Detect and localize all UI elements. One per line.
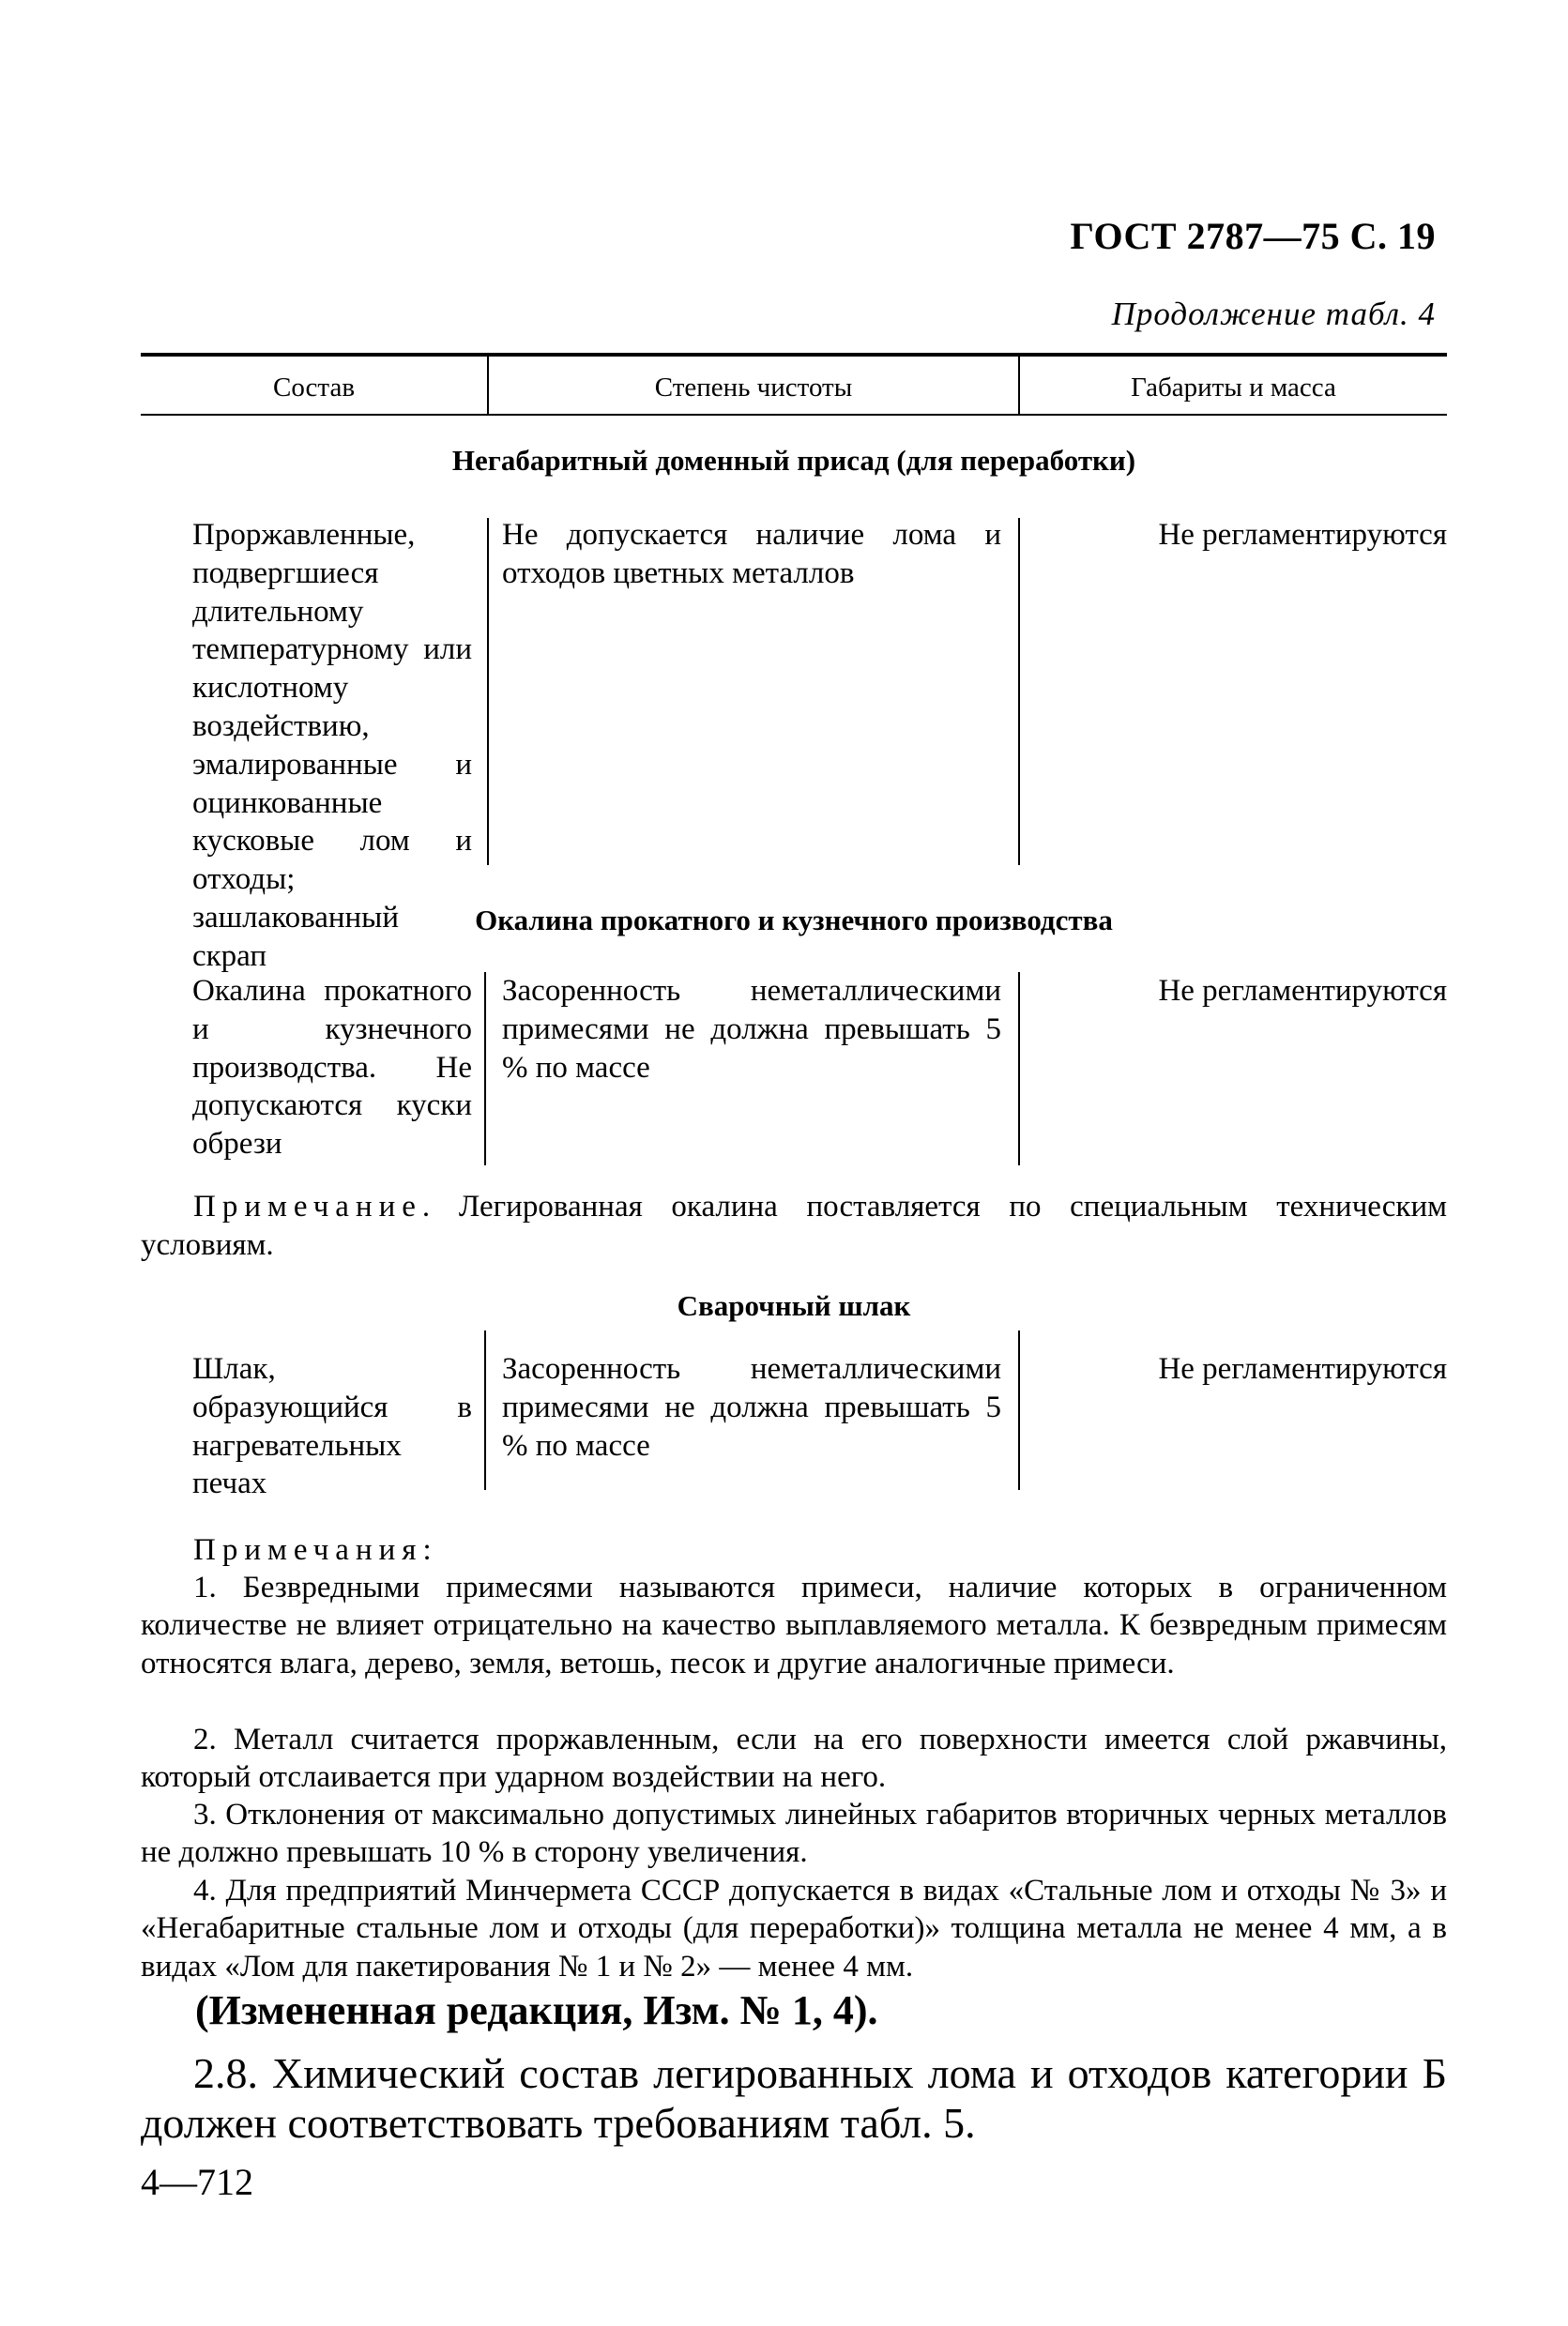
table-top-rule [141,353,1447,357]
document-code: ГОСТ 2787—75 С. 19 [1070,215,1436,257]
composition-cell: Шлак, образующийся в нагревательных печах [192,1352,472,1501]
dimensions-cell: Не регламентируются [1158,518,1447,552]
table-continuation-caption: Продолжение табл. 4 [1111,296,1436,332]
dimensions-cell: Не регламентируются [1158,1352,1447,1386]
section-note [141,1188,1447,1265]
composition-cell: Окалина прокатного и кузнечного производства. Не допускаются куски обрези [192,974,472,1162]
note-text: . Легированная окалина поставляется по специальным техническим условиям. [141,1190,1447,1262]
section-title: Сварочный шлак [677,1289,911,1322]
column-header-composition: Состав [272,372,356,403]
note-label: Примечание [193,1190,422,1224]
page-code: 4—712 [141,2161,253,2203]
row-divider-1 [484,972,486,1165]
purity-cell: Засоренность неметаллическими примесями не должна превышать 5 % по массе [502,1352,1001,1463]
section-title: Негабаритный доменный присад (для переработки) [451,444,1136,477]
edition-note: (Измененная редакция, Изм. № 1, 4). [195,1987,878,2033]
row-divider-1 [487,518,489,865]
row-divider-2 [1018,518,1020,865]
note-item: 1. Безвредными примесями называются примеси, наличие которых в ограниченном количестве не влияет отрицательно на качество выплавляемого металла. К безвредным примесям относятся влага, дерево, земля, ветошь, песок и другие аналогичные примеси. [141,1571,1447,1680]
note-item: 3. Отклонения от максимально допустимых линейных габаритов вторичных черных металлов не должно превышать 10 % в сторону увеличения. [141,1798,1447,1870]
table-header-rule [141,414,1447,416]
notes-heading: Примечания: [193,1533,438,1567]
note-item: 2. Металл считается проржавленным, если на его поверхности имеется слой ржавчины, который отслаивается при ударном воздействии на него. [141,1723,1447,1795]
composition-cell: Проржавленные, подвергшиеся длительному температурному или кислотному воздействию, эмалированные и оцинкованные кусковые лом и отходы; зашлакованный скрап [192,518,472,973]
column-header-dimensions: Габариты и масса [1131,372,1336,403]
section-title: Окалина прокатного и кузнечного производства [475,904,1113,936]
purity-cell: Не допускается наличие лома и отходов цветных металлов [502,518,1001,590]
row-divider-1 [484,1330,486,1490]
note-item: 4. Для предприятий Минчермета СССР допускается в видах «Стальные лом и отходы № 3» и «Негабаритные стальные лом и отходы (для переработки)» толщина металла не менее 4 мм, а в видах «Лом для пакетирования № 1 и № 2» — менее 4 мм. [141,1874,1447,1984]
purity-cell: Засоренность неметаллическими примесями не должна превышать 5 % по массе [502,974,1001,1085]
column-header-purity: Степень чистоты [654,372,853,403]
dimensions-cell: Не регламентируются [1158,974,1447,1008]
paragraph-2-8: 2.8. Химический состав легированных лома и отходов категории Б должен соответствовать требованиям табл. 5. [141,2049,1447,2147]
